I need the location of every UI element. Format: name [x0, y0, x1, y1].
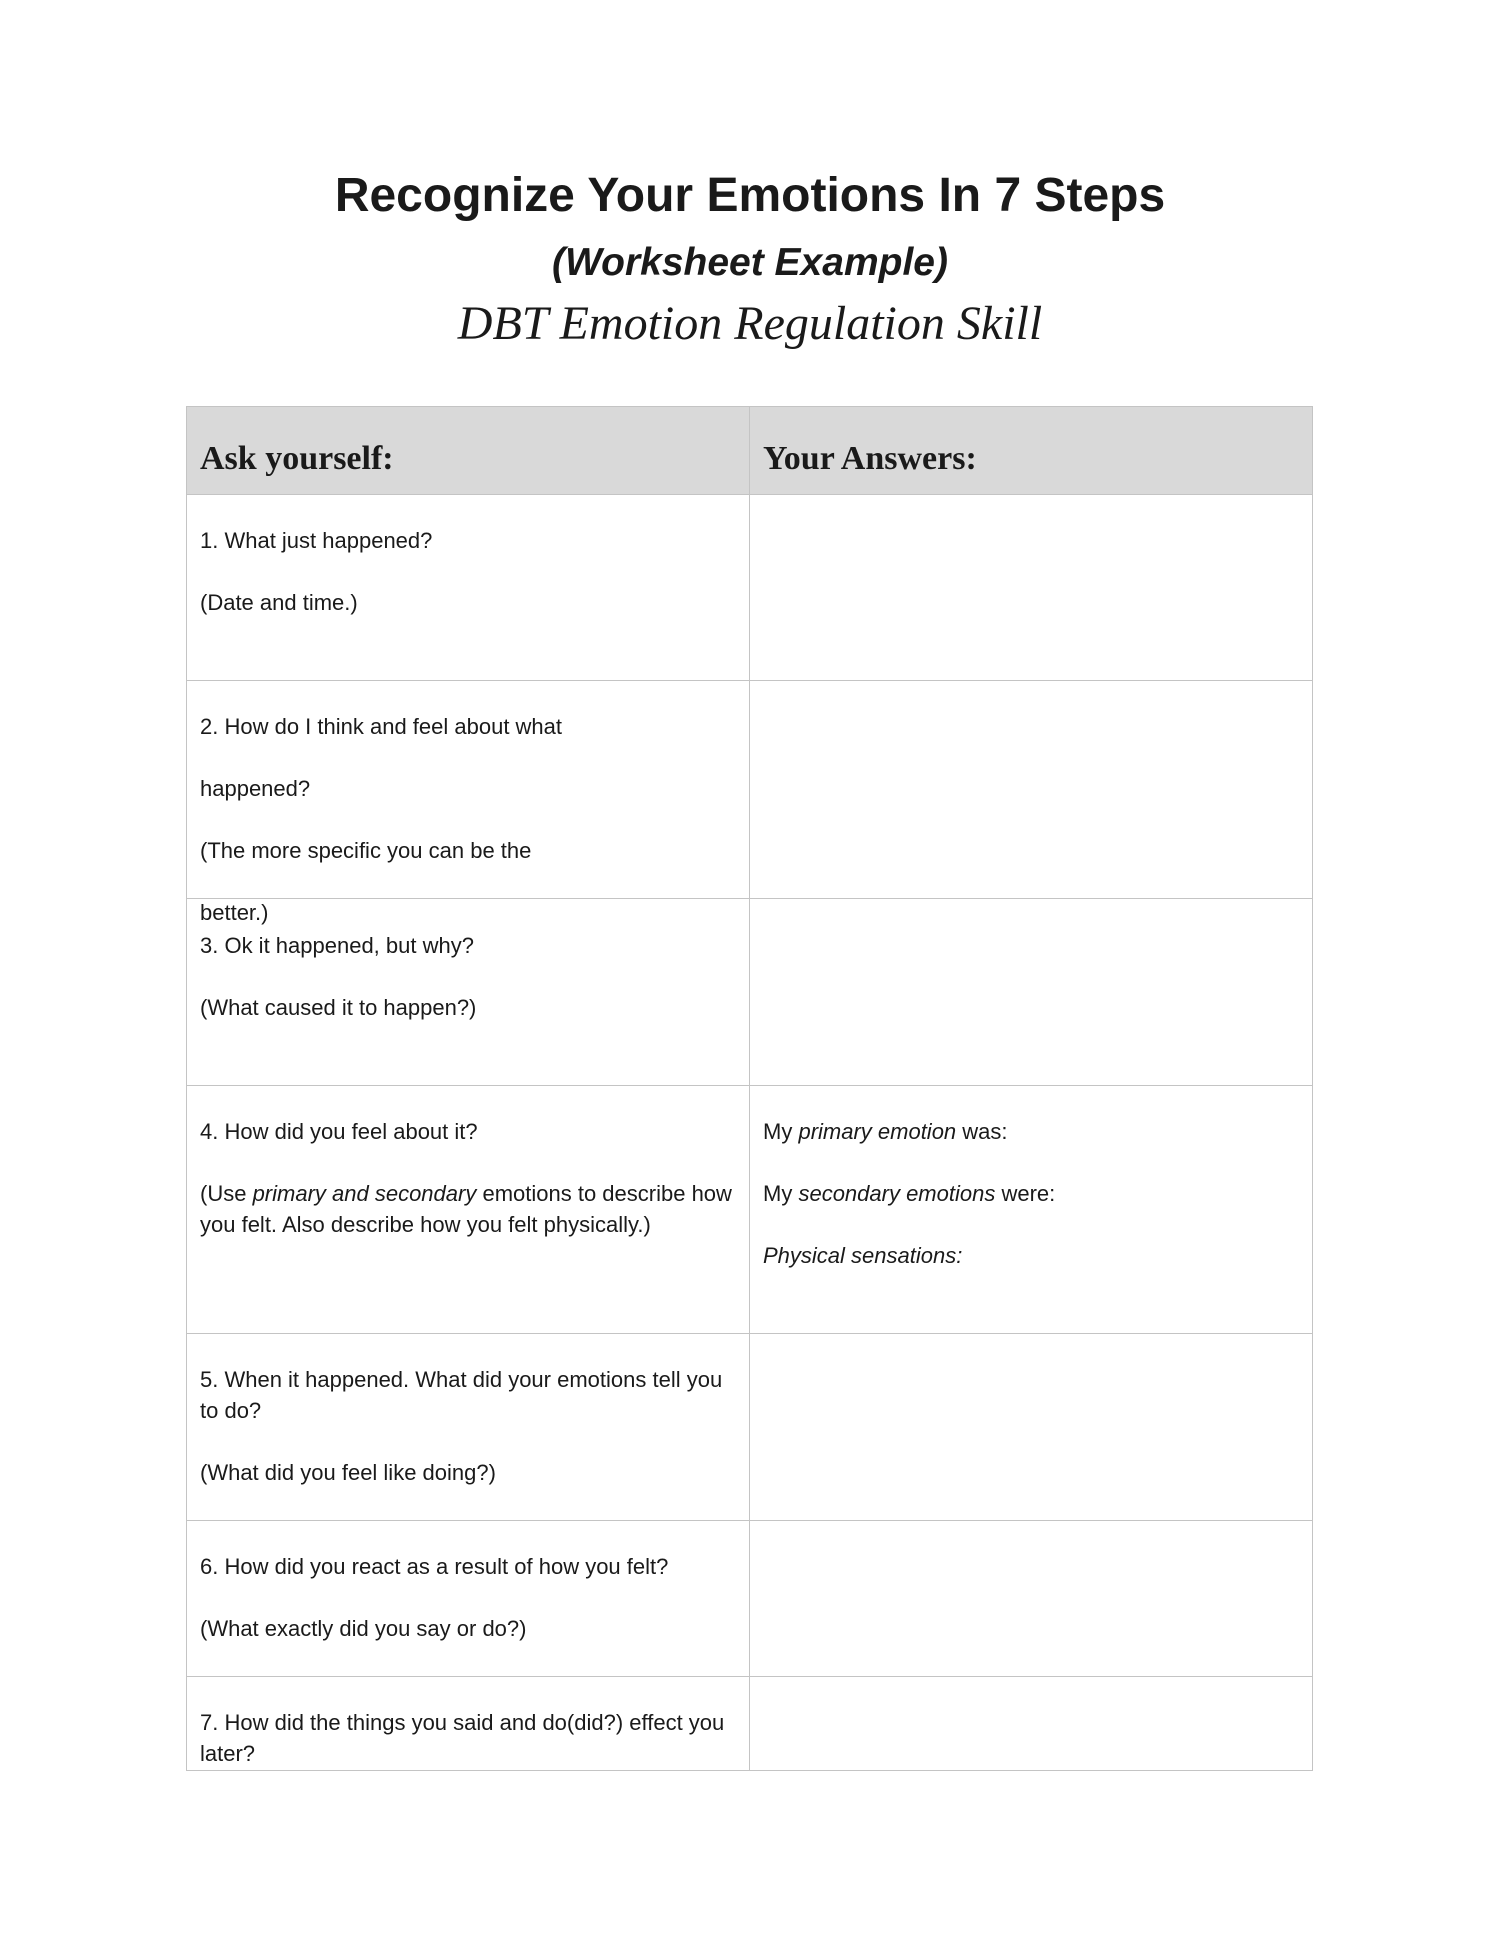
- header-ask-yourself: Ask yourself:: [187, 407, 750, 494]
- table-row: [186, 1676, 1313, 1771]
- question-5: [187, 1334, 750, 1520]
- primary-emotion-prompt: My primary emotion was:: [763, 1119, 1008, 1144]
- question-hint: (The more specific you can be the: [200, 838, 532, 863]
- answer-1[interactable]: [750, 495, 1312, 680]
- table-row: [186, 1520, 1313, 1677]
- physical-sensations-prompt: Physical sensations:: [763, 1243, 963, 1268]
- question-hint: (What exactly did you say or do?): [200, 1616, 527, 1641]
- answer-5[interactable]: [750, 1334, 1312, 1520]
- table-row: [186, 1333, 1313, 1521]
- worksheet-title: Recognize Your Emotions In 7 Steps: [334, 169, 1166, 222]
- question-4: [187, 1086, 750, 1333]
- table-header-row: [186, 406, 1313, 495]
- question-text: 6. How did you react as a result of how you felt?: [200, 1554, 669, 1579]
- table-row: [186, 898, 1313, 1086]
- answer-2[interactable]: [750, 681, 1312, 898]
- question-text: 5. When it happened. What did your emotions tell you to do?: [200, 1367, 723, 1423]
- question-text: happened?: [200, 776, 311, 801]
- table-row: [186, 494, 1313, 681]
- question-2: [187, 681, 750, 925]
- worksheet-subtitle: (Worksheet Example): [552, 241, 948, 284]
- answer-6[interactable]: [750, 1521, 1312, 1676]
- question-hint: (What did you feel like doing?): [200, 1460, 496, 1485]
- question-text: 7. How did the things you said and do(did?) effect you later?: [200, 1710, 725, 1766]
- skill-name: DBT Emotion Regulation Skill: [457, 297, 1043, 350]
- header-your-answers: Your Answers:: [763, 440, 977, 477]
- question-text: 4. How did you feel about it?: [200, 1119, 478, 1144]
- question-3: [187, 899, 750, 1085]
- answer-4[interactable]: [750, 1086, 1312, 1333]
- secondary-emotions-prompt: My secondary emotions were:: [763, 1181, 1056, 1206]
- question-text: 1. What just happened?: [200, 528, 433, 553]
- answer-3[interactable]: [750, 899, 1312, 1085]
- question-7: [187, 1677, 750, 1770]
- question-hint: (What caused it to happen?): [200, 995, 477, 1020]
- question-hint: (Date and time.): [200, 590, 358, 615]
- question-6: [187, 1521, 750, 1676]
- question-1: [187, 495, 750, 680]
- question-text: 3. Ok it happened, but why?: [200, 933, 474, 958]
- question-text: 2. How do I think and feel about what: [200, 714, 563, 739]
- question-hint: (Use primary and secondary emotions to describe how you felt. Also describe how you felt physically.): [200, 1181, 732, 1237]
- answer-7[interactable]: [750, 1677, 1312, 1770]
- question-hint: better.): [200, 900, 269, 925]
- table-row: [186, 1085, 1313, 1334]
- table-row: [186, 680, 1313, 925]
